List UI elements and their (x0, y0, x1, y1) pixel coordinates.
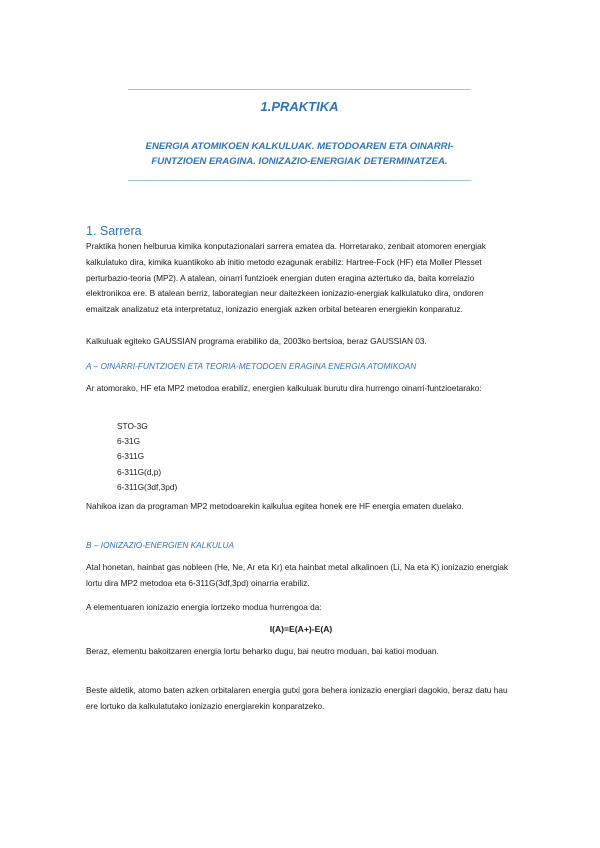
gaussian-paragraph: Kalkuluak egiteko GAUSSIAN programa erabiliko da, 2003ko bertsioa, beraz GAUSSIAN 03. (86, 336, 427, 346)
list-item: 6-311G(d,p) (117, 466, 162, 477)
subsection-b-paragraph: Atal honetan, hainbat gas nobleen (He, Ne, Ar eta Kr) eta hainbat metal alkalinoen (Li, Na eta K) ionizazio energiak lortu dira MP2 metodoa eta 6-311G(3df,3pd) oinarria erabiliz. (86, 562, 509, 588)
section-heading: 1. Sarrera (86, 224, 142, 238)
list-item: 6-31G (117, 436, 141, 447)
beste-paragraph: Beste aldetik, atomo baten azken orbitalaren energia gutxi gora behera ionizazio energiari dagokio, beraz datu hau ere lortuko da kalkulatutako ionizazio energiarekin konparatzeko. (86, 685, 508, 711)
ionization-formula: I(A)=E(A+)-E(A) (269, 624, 333, 634)
list-item: 6-311G (117, 451, 145, 462)
subsection-b-heading: B – IONIZAZIO-ENERGIEN KALKULUA (86, 540, 234, 550)
subsection-a-paragraph: Ar atomorako, HF eta MP2 metodoa erabiliz, energien kalkuluak burutu dira hurrengo oinarri-funtzioetarako: (86, 383, 482, 393)
formula-intro: A elementuaren ionizazio energia lortzeko modua hurrengoa da: (86, 602, 322, 612)
basis-set-list (117, 419, 177, 495)
bottom-rule (128, 180, 471, 181)
subtitle-line-2: FUNTZIOEN ERAGINA. IONIZAZIO-ENERGIAK DETERMINATZEA. (151, 156, 448, 167)
subtitle-line-1: ENERGIA ATOMIKOEN KALKULUAK. METODOAREN ETA OINARRI- (145, 141, 454, 152)
mp2-paragraph: Nahikoa izan da programan MP2 metodoarekin kalkulua egitea honek ere HF energia ematen duelako. (86, 501, 464, 511)
intro-paragraph: Praktika honen helburua kimika konputazionalari sarrera ematea da. Horretarako, zenbait atomoren energiak kalkulatuko dira, kimika kuantikoko ab initio metodo ezagunak erabiliz: Hartree-Fock (HF) eta Moller Plesset perturbazio-teoria (MP2). A atalean, oinarri funtzioek energian duten eragina aztertuko da, baita korrelazio elektronikoa ere. B atalean berriz, laborategian neur daitezkeen ionizazio-energiak kalkulatuko dira, ondoren emaitzak analizatuz eta interpretatuz, ionizazio energiak azken orbital betearen energiekin konparatuz. (86, 241, 486, 315)
beraz-paragraph: Beraz, elementu bakoitzaren energia lortu beharko dugu, bai neutro moduan, bai katioi moduan. (86, 646, 439, 656)
subsection-a-heading: A – OINARRI-FUNTZIOEN ETA TEORIA-METODOEN ERAGINA ENERGIA ATOMIKOAN (86, 361, 417, 371)
document-subtitle (128, 139, 471, 169)
document-title: 1.PRAKTIKA (260, 99, 339, 114)
list-item: STO-3G (117, 421, 148, 431)
list-item: 6-311G(3df,3pd) (117, 481, 178, 492)
top-rule (128, 89, 471, 90)
